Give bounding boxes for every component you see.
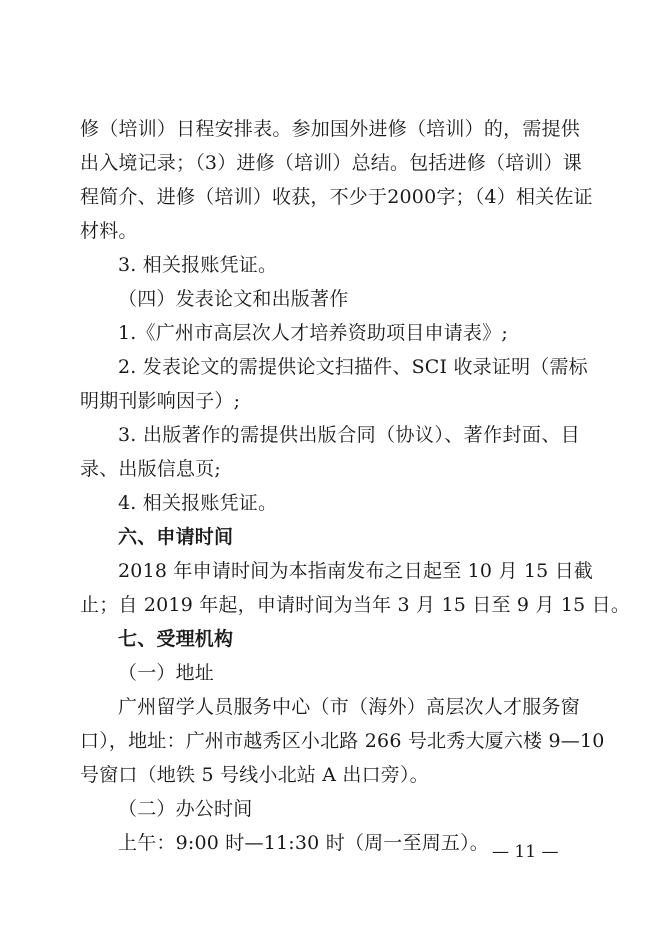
body-line: 程简介、进修（培训）收获，不少于2000字；（4）相关佐证 bbox=[80, 186, 593, 208]
body-line: 广州留学人员服务中心（市（海外）高层次人才服务窗 bbox=[118, 696, 580, 718]
list-item: 4. 相关报账凭证。 bbox=[118, 492, 278, 514]
subsection-heading: （二）办公时间 bbox=[118, 798, 253, 820]
body-line: 出入境记录；（3）进修（培训）总结。包括进修（培训）课 bbox=[80, 152, 582, 174]
section-heading: 六、申请时间 bbox=[118, 526, 234, 548]
body-line: 修（培训）日程安排表。参加国外进修（培训）的，需提供 bbox=[80, 118, 580, 140]
body-line: 上午：9:00 时—11:30 时（周一至周五）。 bbox=[118, 832, 490, 854]
list-item: 1.《广州市高层次人才培养资助项目申请表》; bbox=[118, 322, 508, 344]
list-item: 3. 相关报账凭证。 bbox=[118, 254, 278, 276]
section-heading: 七、受理机构 bbox=[118, 628, 234, 650]
body-line: 2018 年申请时间为本指南发布之日起至 10 月 15 日截 bbox=[118, 560, 594, 582]
page-number: — 11 — bbox=[492, 842, 559, 862]
subsection-heading: （四）发表论文和出版著作 bbox=[118, 288, 349, 310]
body-line: 明期刊影响因子）; bbox=[80, 390, 241, 412]
list-item: 3. 出版著作的需提供出版合同（协议）、著作封面、目 bbox=[118, 424, 580, 446]
body-line: 号窗口（地铁 5 号线小北站 A 出口旁）。 bbox=[80, 764, 429, 786]
body-line: 材料。 bbox=[80, 220, 138, 242]
body-line: 止；自 2019 年起，申请时间为当年 3 月 15 日至 9 月 15 日。 bbox=[80, 594, 631, 616]
body-line: 口），地址：广州市越秀区小北路 266 号北秀大厦六楼 9—10 bbox=[80, 730, 605, 752]
body-line: 录、出版信息页; bbox=[80, 458, 222, 480]
list-item: 2. 发表论文的需提供论文扫描件、SCI 收录证明（需标 bbox=[118, 356, 588, 378]
subsection-heading: （一）地址 bbox=[118, 662, 215, 684]
